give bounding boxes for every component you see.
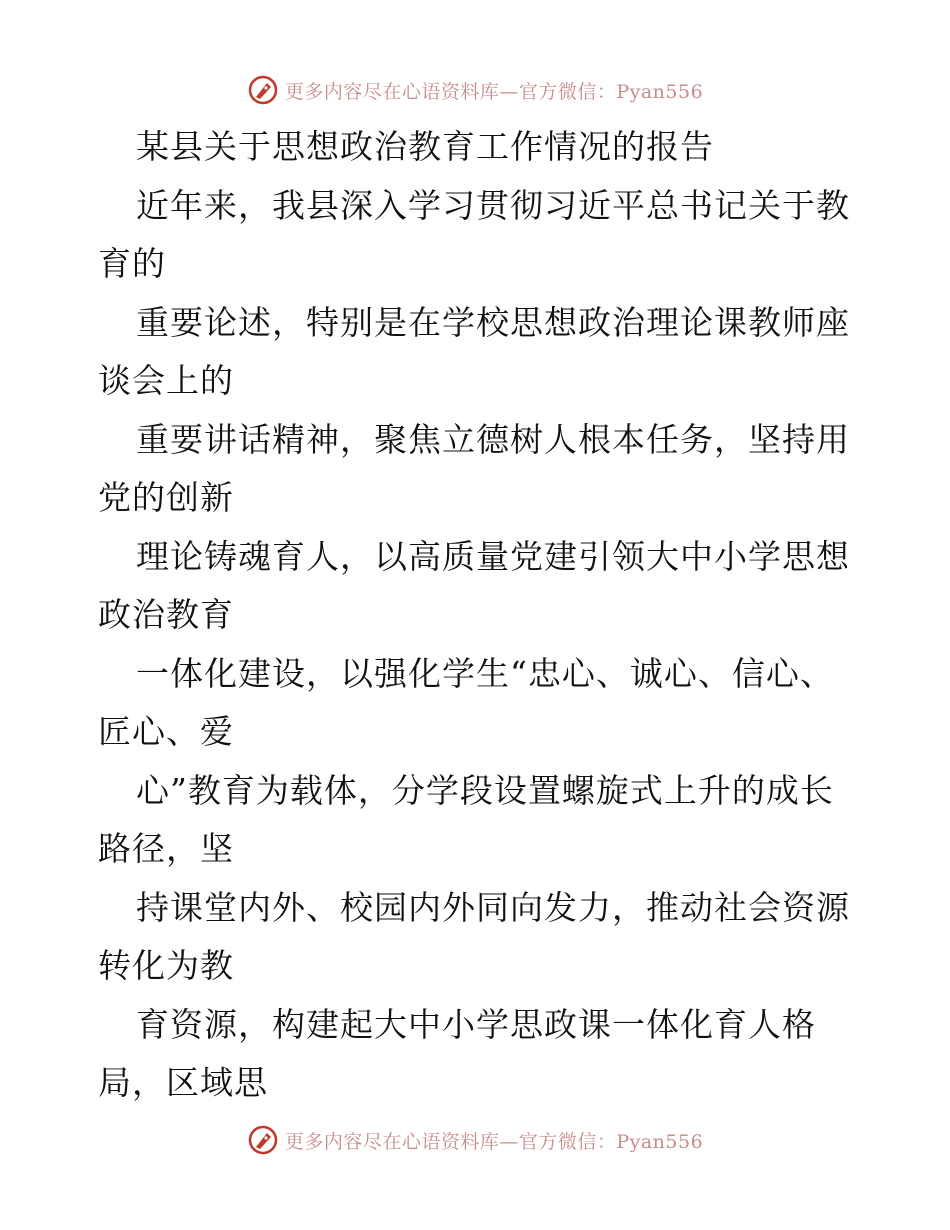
paragraph-line: 一体化建设，以强化学生“忠心、诚心、信心、	[136, 653, 834, 693]
footer-watermark	[0, 1120, 950, 1160]
paragraph-line: 持课堂内外、校园内外同向发力，推动社会资源	[136, 887, 850, 927]
paragraph-line: 重要讲话精神，聚焦立德树人根本任务，坚持用	[136, 419, 850, 459]
paragraph-line: 局，区域思	[98, 1063, 268, 1102]
document-body	[98, 118, 858, 1113]
paragraph-line: 理论铸魂育人，以高质量党建引领大中小学思想	[136, 536, 850, 576]
paragraph-line: 路径，坚	[98, 829, 234, 868]
paragraph-line: 政治教育	[98, 595, 234, 634]
paragraph-line: 匠心、爱	[98, 712, 234, 751]
paragraph-line: 谈会上的	[98, 361, 234, 400]
pen-nib-logo-icon	[247, 1124, 279, 1156]
pen-nib-logo-icon	[247, 74, 279, 106]
watermark-text: 更多内容尽在心语资料库—官方微信：Pyan556	[284, 80, 704, 103]
header-watermark	[0, 70, 950, 110]
paragraph-line: 心”教育为载体，分学段设置螺旋式上升的成长	[136, 770, 834, 810]
paragraph-line: 育的	[98, 244, 166, 283]
paragraph-line: 育资源，构建起大中小学思政课一体化育人格	[136, 1004, 816, 1044]
paragraph-line: 重要论述，特别是在学校思想政治理论课教师座	[136, 302, 850, 342]
paragraph-line: 转化为教	[98, 946, 234, 985]
paragraph-line: 近年来，我县深入学习贯彻习近平总书记关于教	[136, 185, 850, 225]
document-title: 某县关于思想政治教育工作情况的报告	[136, 127, 714, 166]
watermark-text: 更多内容尽在心语资料库—官方微信：Pyan556	[284, 1130, 704, 1153]
paragraph-line: 党的创新	[98, 478, 234, 517]
